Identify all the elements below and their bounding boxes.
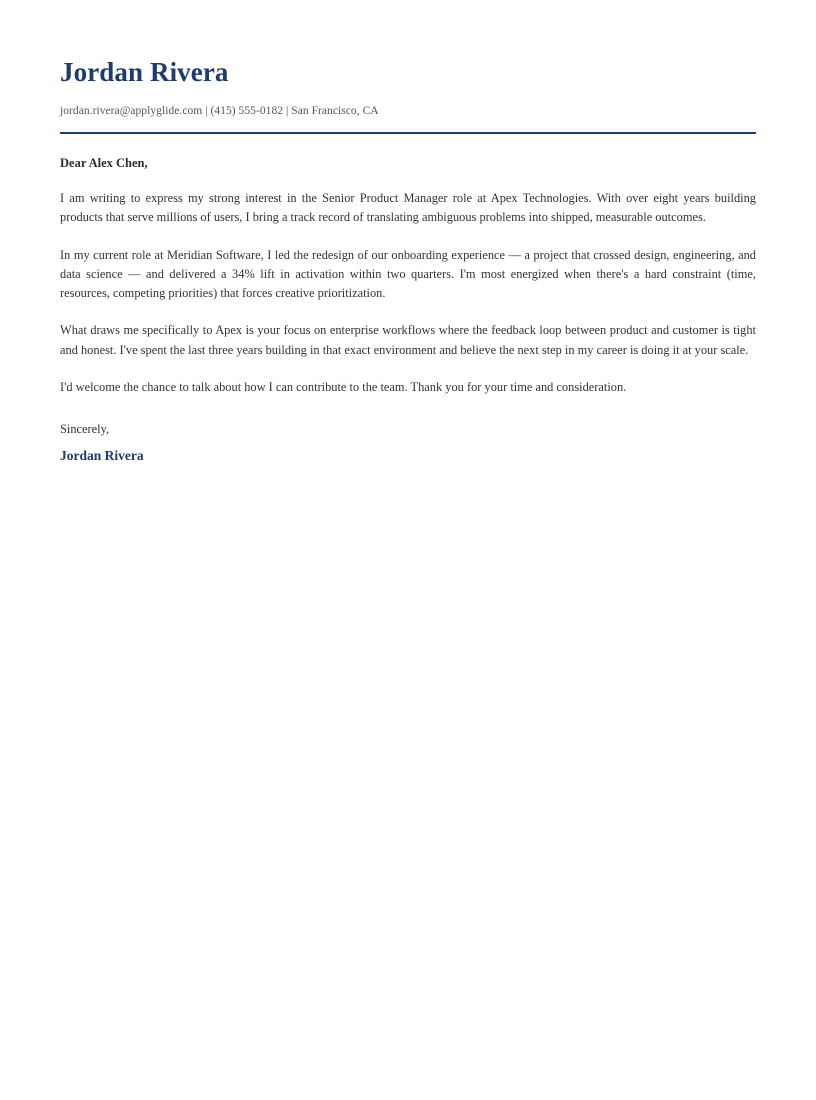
contact-info-line: jordan.rivera@applyglide.com | (415) 555-0182 | San Francisco, CA	[60, 105, 379, 117]
body-paragraph-4: I'd welcome the chance to talk about how I can contribute to the team. Thank you for your time and consideration.	[60, 380, 627, 395]
letter-header	[60, 56, 756, 134]
salutation: Dear Alex Chen,	[60, 156, 148, 170]
body-paragraph-3: What draws me specifically to Apex is your focus on enterprise workflows where the feedback loop between product and customer is tight and honest. I've spent the last three years building in that exact environment and believe the next step in my career is doing it at your scale.	[60, 323, 756, 357]
closing-line: Sincerely,	[60, 422, 110, 437]
cover-letter-body	[60, 56, 756, 465]
page-title: Jordan Rivera	[60, 57, 229, 87]
body-paragraph-1: I am writing to express my strong interest in the Senior Product Manager role at Apex Technologies. With over eight years building products that serve millions of users, I bring a track record of translating ambiguous problems into shipped, measurable outcomes.	[60, 191, 756, 225]
body-paragraph-2: In my current role at Meridian Software, I led the redesign of our onboarding experience — a project that crossed design, engineering, and data science — and delivered a 34% lift in activation within two quarters. I'm most energized when there's a hard constraint (time, resources, competing priorities) that forces creative prioritization.	[60, 247, 756, 301]
signature-name: Jordan Rivera	[60, 447, 144, 463]
header-divider	[60, 132, 756, 134]
